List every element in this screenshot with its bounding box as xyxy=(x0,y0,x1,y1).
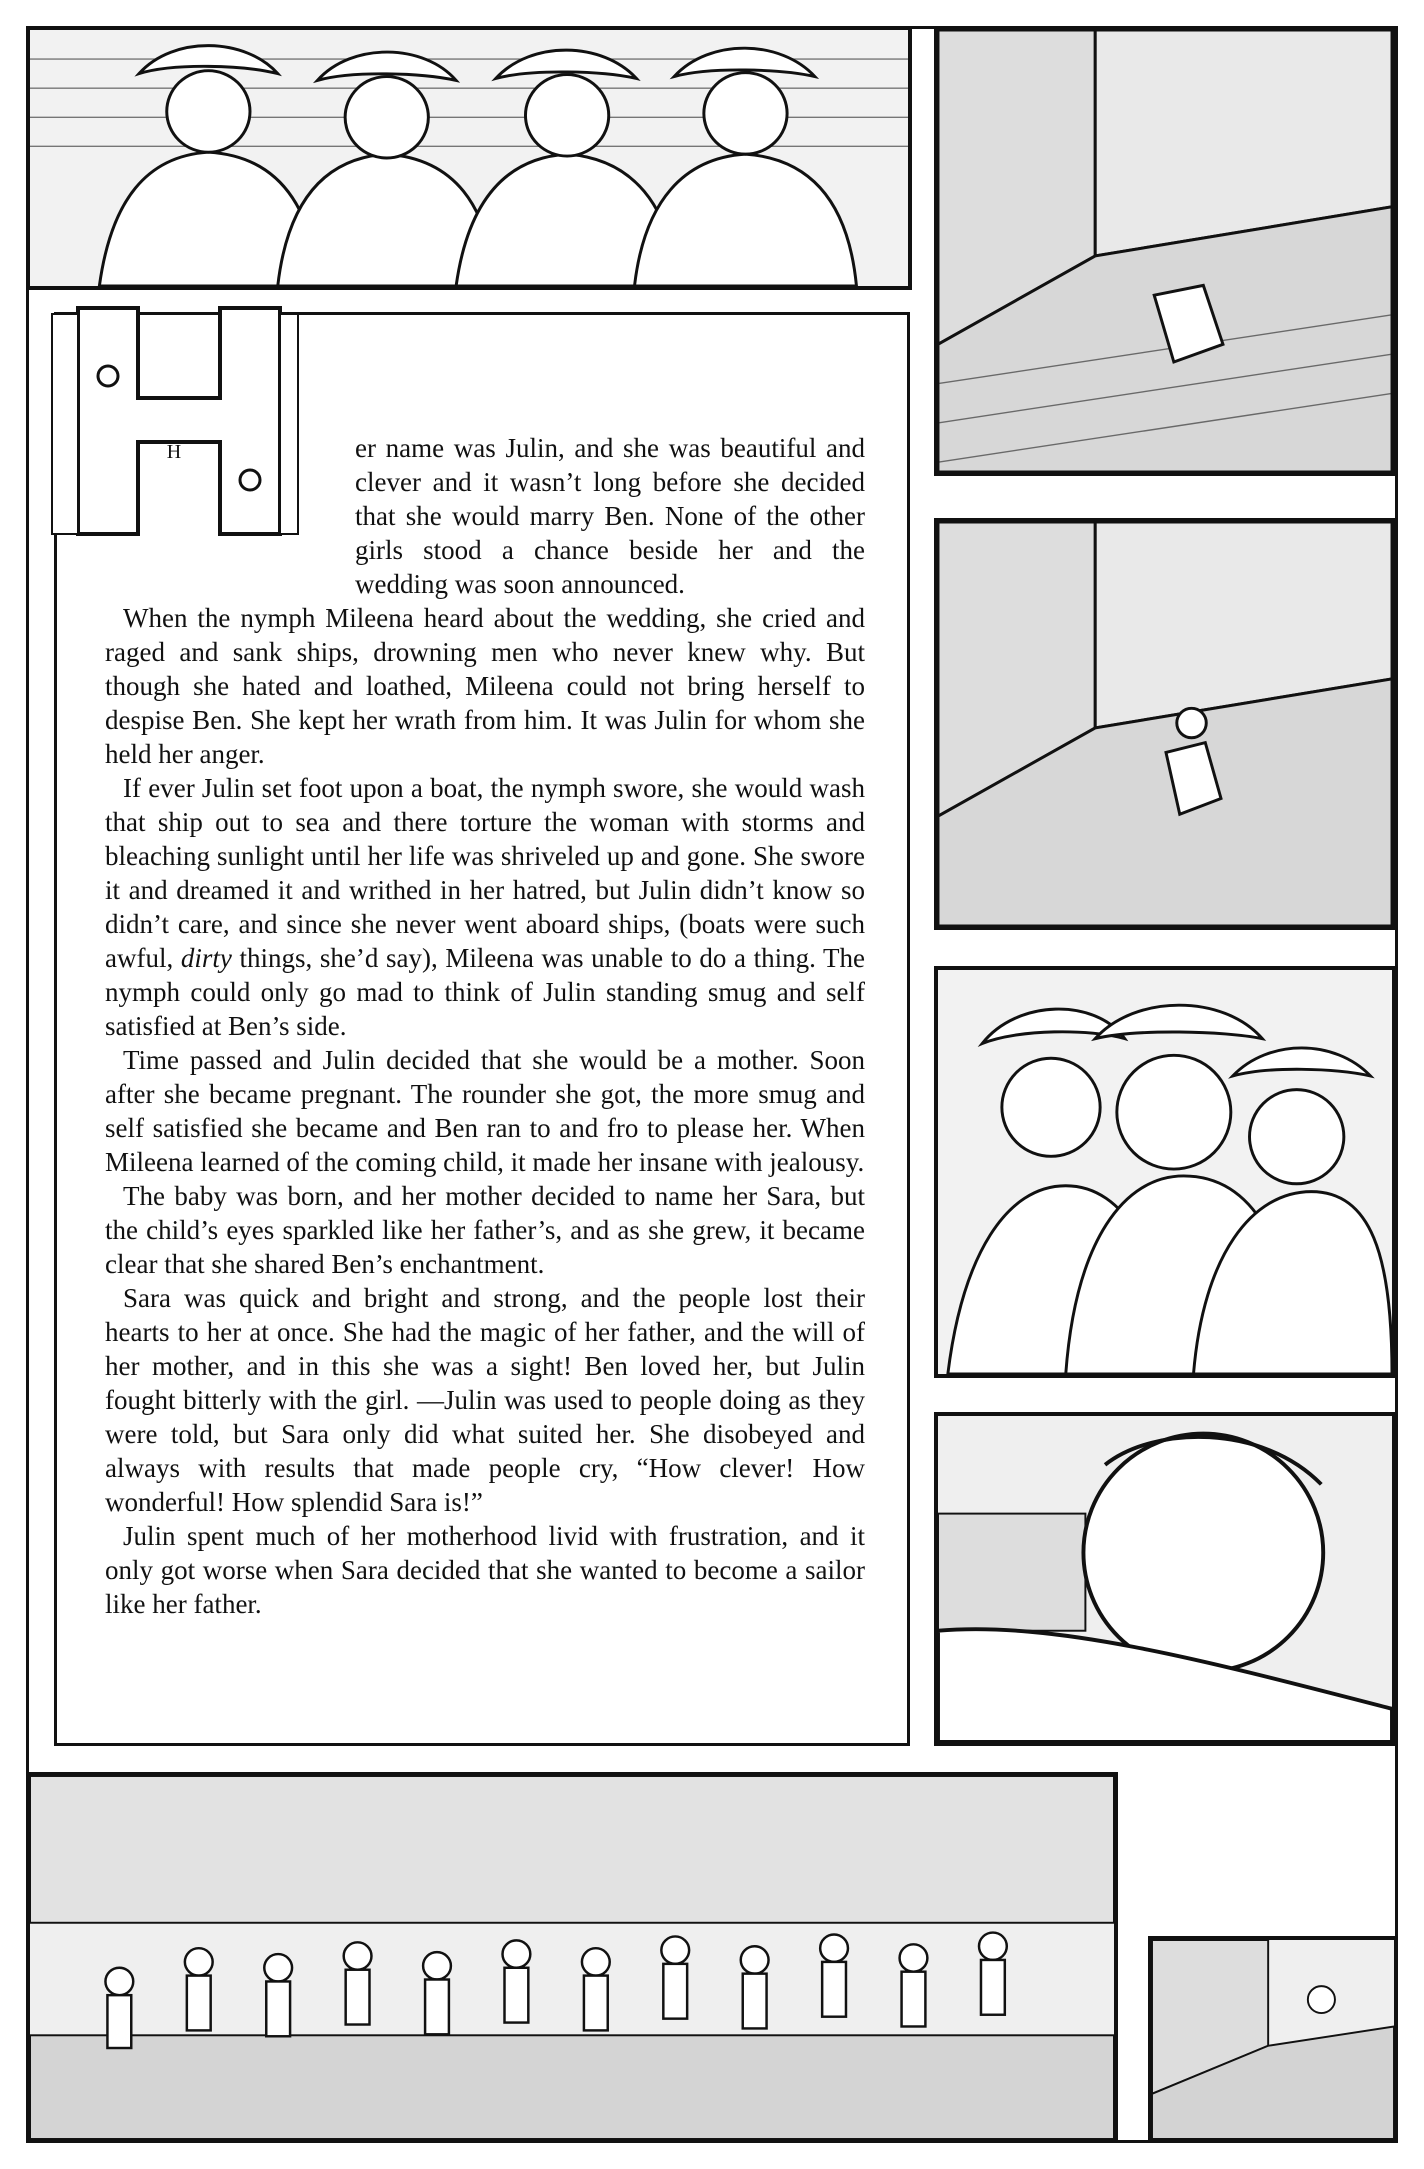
story-paragraph-1: er name was Julin, and she was beautiful and clever and it wasn’t long before she decided that she would marry Ben. None of the other girls stood a chance beside her and the wedding was soon announced. xyxy=(355,433,865,599)
story-paragraph-3 xyxy=(105,771,865,1043)
right-panel-hall-2 xyxy=(934,518,1396,930)
story-emphasis-dirty: dirty xyxy=(180,943,232,973)
dropcap-h-icon xyxy=(44,288,304,554)
story-paragraph-5: The baby was born, and her mother decided to name her Sara, but the child’s eyes sparkled like her father’s, and as she grew, it became clear that she shared Ben’s enchantment. xyxy=(105,1181,865,1279)
dropcap-letter-text: H xyxy=(166,441,182,463)
story-paragraph-6: Sara was quick and bright and strong, and the people lost their hearts to her at once. She had the magic of her father, and the will of her mother, and in this she was a sight! Ben loved her, but Julin fought bitterly with the girl. —Julin was used to people doing as they were told, but Sara only did what suited her. She disobeyed and always with results that made people cry, “How clever! How wonderful! How splendid Sara is!” xyxy=(105,1283,865,1517)
story-paragraph-2: When the nymph Mileena heard about the wedding, she cried and raged and sank ships, drowning men who never knew why. But though she hated and loathed, Mileena could not bring herself to despise Ben. She kept her wrath from him. It was Julin for whom she held her anger. xyxy=(105,603,865,769)
right-panel-face-closeup xyxy=(934,1412,1396,1746)
story-paragraph-7: Julin spent much of her motherhood livid with frustration, and it only got worse when Sara decided that she wanted to become a sailor like her father. xyxy=(105,1521,865,1619)
story-paragraph-3-part-b: things, she’d say), Mileena was unable to do a thing. The nymph could only go mad to think of Julin standing smug and self satisfied at Ben’s side. xyxy=(105,943,866,1041)
bottom-panel-marching-guards xyxy=(26,1772,1118,2143)
story-paragraph-4: Time passed and Julin decided that she would be a mother. Soon after she became pregnant. The rounder she got, the more smug and self satisfied she became and Ben ran to and fro to please her. When Mileena learned of the coming child, it made her insane with jealousy. xyxy=(105,1045,865,1177)
right-panel-guards-closeup xyxy=(934,966,1396,1378)
story-paragraph-3-part-a: If ever Julin set foot upon a boat, the nymph swore, she would wash that ship out to sea and there torture the woman with storms and bleaching sunlight until her life was shriveled up and gone. She swore it and dreamed it and writhed in her hatred, but Julin didn’t know so didn’t care, and since she never went aboard ships, (boats were such awful, xyxy=(105,773,865,973)
decorative-dropcap-h xyxy=(44,288,304,554)
bottom-panel-small-scene xyxy=(1148,1936,1398,2143)
story-text-body xyxy=(105,431,865,1621)
top-illustration-guards xyxy=(26,26,912,290)
right-panel-hall-1 xyxy=(934,26,1396,476)
